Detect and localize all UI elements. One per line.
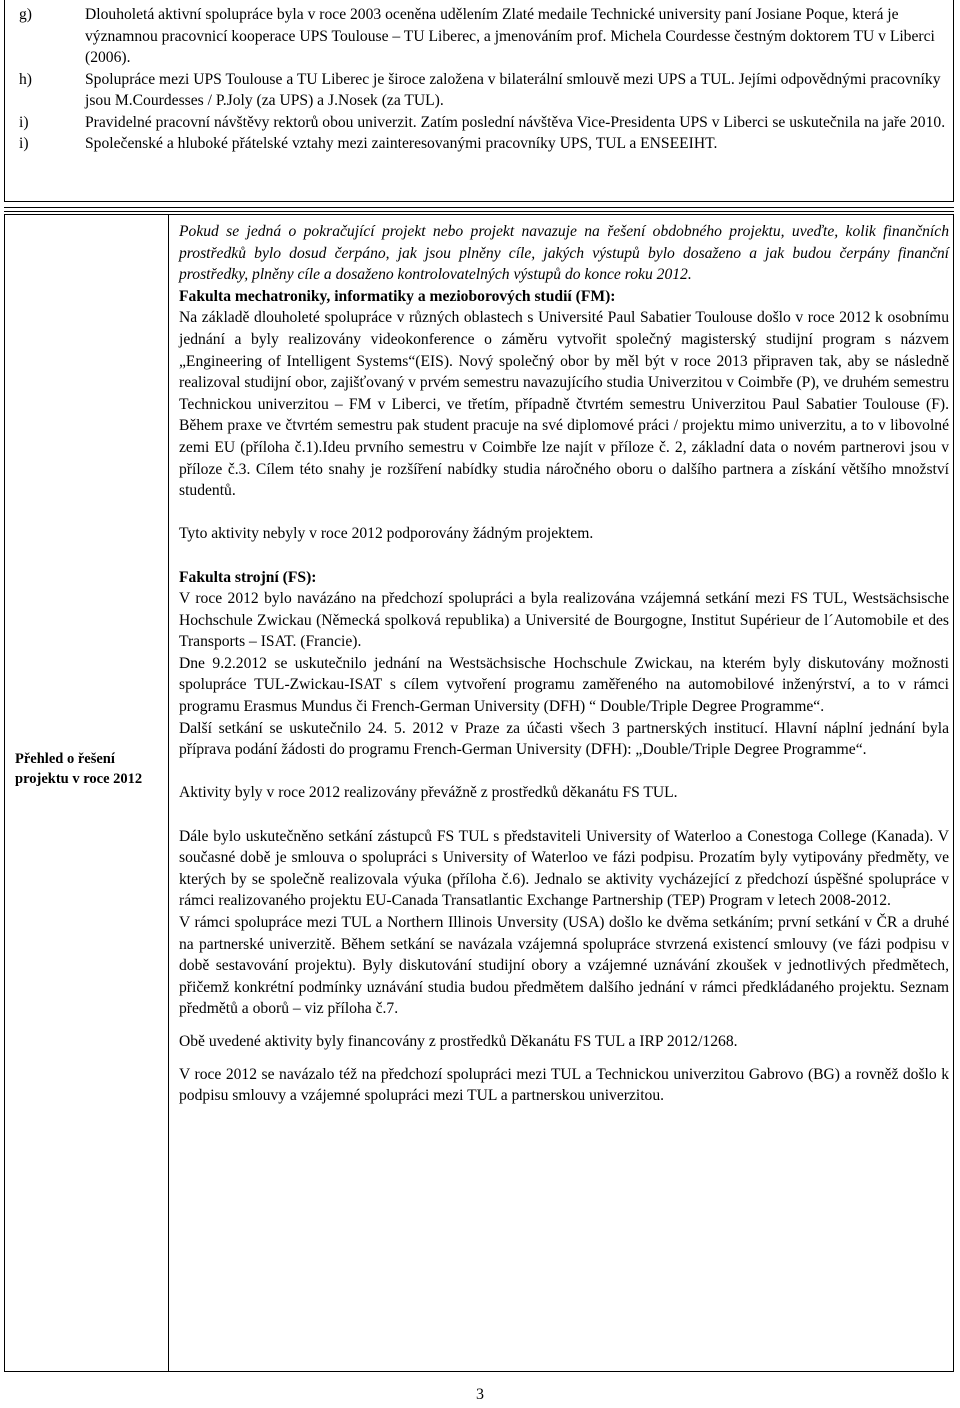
fs-heading: Fakulta strojní (FS): xyxy=(179,568,317,586)
page-number: 3 xyxy=(476,1386,484,1403)
cooperation-list xyxy=(19,4,951,155)
double-rule-divider xyxy=(4,207,954,212)
fs-note: Aktivity byly v roce 2012 realizovány převážně z prostředků děkanátu FS TUL. xyxy=(179,784,678,802)
label-column xyxy=(5,215,169,1371)
fs-paragraph-4: Dále bylo uskutečněno setkání zástupců FS TUL s představiteli University of Waterloo a Conestoga College (Kanada). V současné době je smlouva o spolupráci s University of Waterloo ve fázi podpisu. Prozatím byly vytipovány předměty, ve kterých by se společně realizovala výuka (příloha č.6). Jednalo se aktivity vycházející z předchozí úspěšné spolupráce v rámci realizovaného projektu EU-Canada Transatlantic Exchange Partnership (TEP) Program v letech 2008-2012. xyxy=(179,827,949,910)
instructions-italic: Pokud se jedná o pokračující projekt nebo projekt navazuje na řešení obdobného projektu, uveďte, kolik finančních prostředků bylo dosud čerpáno, jak jsou plněny cíle, jakých výstupů bylo dosaženo a jak budou čerpány finanční prostředky, plněny cíle a dosaženo kontrolovatelných výstupů do konce roku 2012. xyxy=(179,223,949,284)
content-column xyxy=(179,221,949,1107)
fs-paragraph-1: V roce 2012 bylo navázáno na předchozí spolupráci a byla realizována vzájemná setkání mezi FS TUL, Westsächsische Hochschule Zwickau (Německá spolková republika) a Université de Bourgogne, Institut Supérieur de l´Automobile et des Transports – ISAT. (Francie). xyxy=(179,590,949,651)
fm-heading: Fakulta mechatroniky, informatiky a mezioborových studií (FM): xyxy=(179,287,616,305)
fs-paragraph-6: V roce 2012 se navázalo též na předchozí spolupráci mezi TUL a Technickou univerzitou Gabrovo (BG) a rovněž došlo k podpisu smlouvy a vzájemné spolupráci mezi TUL a partnerskou univerzitou. xyxy=(179,1065,949,1105)
list-item: i) Pravidelné pracovní návštěvy rektorů obou univerzit. Zatím poslední návštěva Vice-Presidenta UPS v Liberci se uskutečnila na jaře 2010. xyxy=(19,113,946,131)
list-item: g) Dlouholetá aktivní spolupráce byla v roce 2003 oceněna udělením Zlaté medaile Technické university paní Josiane Poque, která je významnou pracovnicí kooperace UPS Toulouse – TU Liberec, a jmenováním prof. Michela Courdesse čestným doktorem TU v Liberci (2006). xyxy=(19,6,935,66)
fm-paragraph: Na základě dlouholeté spolupráce v různých oblastech s Université Paul Sabatier Toulouse došlo v roce 2012 k osobnímu jednání a byly realizovány videokonference o záměru vytvořit společný magisterský studijní program s názvem „Engineering of Intelligent Systems“(EIS). Nový společný obor by měl být v roce 2013 připraven tak, aby se následně realizoval studijní obor, zajišťovaný v prvém semestru navazujícího studia Univerzitou v Coimbře (P), ve druhém semestru Technickou univerzitou – FM v Liberci, ve třetím, případně čtvrtém semestru Univerzitou Paul Sabatier Toulouse (F). Během praxe ve čtvrtém semestru pak student pracuje na své diplomové práci / projektu mimo univerzitu, a to v libovolné zemi EU (příloha č.1).Ideu prvního semestru v Coimbře lze najít v příloze č. 2, základní data o novém partnerovi jsou v příloze č.3. Cílem této snahy je rozšíření nabídky studia náročného oboru o dalšího partnera a získání většího množství studentů. xyxy=(179,309,949,500)
fs-note-2: Obě uvedené aktivity byly financovány z prostředků Děkanátu FS TUL a IRP 2012/1268. xyxy=(179,1032,738,1050)
list-item: i) Společenské a hluboké přátelské vztahy mezi zainteresovanými pracovníky UPS, TUL a ENSEEIHT. xyxy=(19,135,718,152)
fm-note: Tyto aktivity nebyly v roce 2012 podporovány žádným projektem. xyxy=(179,525,594,543)
fs-paragraph-3: Další setkání se uskutečnilo 24. 5. 2012 v Praze za účasti všech 3 partnerských institucí. Hlavní náplní jednání byla příprava podání žádosti do programu French-German University (DFH): „Double/Triple Degree Programme“. xyxy=(179,719,949,759)
fs-paragraph-2: Dne 9.2.2012 se uskutečnilo jednání na Westsächsische Hochschule Zwickau, na kterém byly diskutovány možnosti spolupráce TUL-Zwickau-ISAT s cílem vytvoření programu zaměřeného na automobilové inženýrství, a to v rámci programu Erasmus Mundus či French-German University (DFH) “ Double/Triple Degree Programme“. xyxy=(179,654,949,716)
fs-paragraph-5: V rámci spolupráce mezi TUL a Northern Illinois Unversity (USA) došlo ke dvěma setkáním; první setkání v ČR a druhé na partnerské univerzitě. Během setkání se navázala vzájemná spolupráce stvrzená existencí smlouvy (ve fázi podpisu v době sestavování projektu). Byly diskutování studijní obory a vzájemné uznávání zkoušek v jednotlivých předmětech, přičemž konkrétní podmínky uznávání studia budou předmětem dalšího jednání v rámci předkládaného projektu. Seznam předmětů a oborů – viz příloha č.7. xyxy=(179,914,949,1018)
list-item: h) Spolupráce mezi UPS Toulouse a TU Liberec je široce založena v bilaterální smlouvě mezi UPS a TUL. Jejími odpovědnými pracovníky jsou M.Courdesses / P.Joly (za UPS) a J.Nosek (za TUL). xyxy=(19,70,941,109)
project-overview-table xyxy=(4,214,954,1372)
section-label: Přehled o řešení projektu v roce 2012 xyxy=(15,751,143,787)
top-section-box xyxy=(4,0,954,202)
